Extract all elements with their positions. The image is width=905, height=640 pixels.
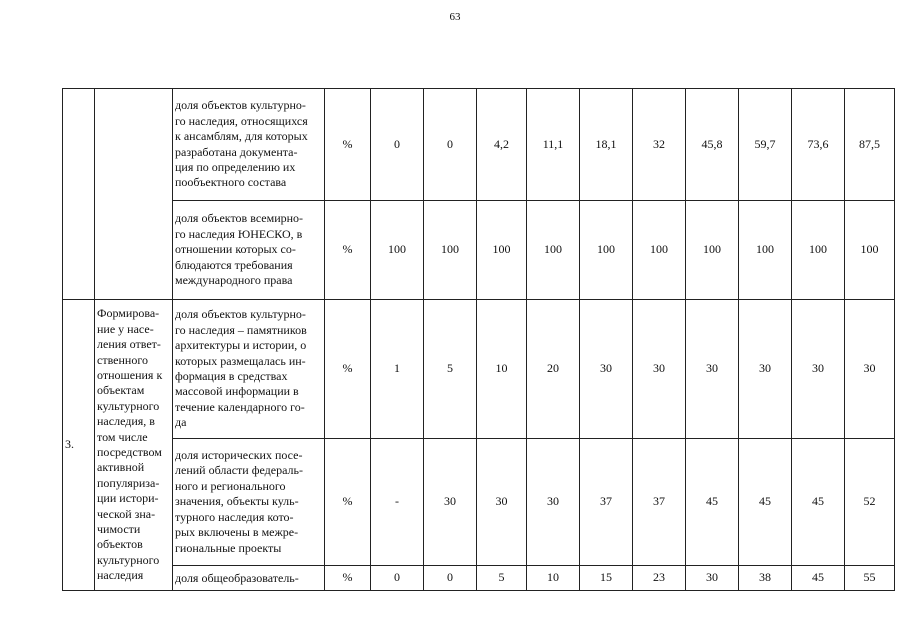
value-cell: 73,6: [792, 89, 845, 201]
value-cell: 37: [633, 439, 686, 566]
value-cell: 100: [686, 201, 739, 300]
value-cell: 100: [739, 201, 792, 300]
indicator-cell: доля объектов культурно- го наследия, относящихся к ансамблям, для которых разработана документа- ция по определению их пообъектного состава: [173, 89, 325, 201]
value-cell: 38: [739, 566, 792, 591]
value-cell: 100: [527, 201, 580, 300]
unit-cell: %: [325, 566, 371, 591]
value-cell: 45: [792, 566, 845, 591]
table-row: [63, 566, 895, 591]
value-cell: 30: [580, 300, 633, 439]
indicators-table: [62, 88, 895, 591]
value-cell: 100: [845, 201, 895, 300]
value-cell: 100: [580, 201, 633, 300]
value-cell: 15: [580, 566, 633, 591]
value-cell: 55: [845, 566, 895, 591]
value-cell: 52: [845, 439, 895, 566]
value-cell: 0: [424, 89, 477, 201]
value-cell: 87,5: [845, 89, 895, 201]
value-cell: 20: [527, 300, 580, 439]
value-cell: 100: [792, 201, 845, 300]
table-row: [63, 300, 895, 439]
unit-cell: %: [325, 300, 371, 439]
table-row: [63, 439, 895, 566]
value-cell: 18,1: [580, 89, 633, 201]
value-cell: 4,2: [477, 89, 527, 201]
value-cell: 30: [845, 300, 895, 439]
goal-cell: [95, 89, 173, 300]
value-cell: 32: [633, 89, 686, 201]
value-cell: 30: [477, 439, 527, 566]
value-cell: 30: [424, 439, 477, 566]
value-cell: 45,8: [686, 89, 739, 201]
value-cell: 100: [477, 201, 527, 300]
value-cell: 10: [477, 300, 527, 439]
value-cell: 30: [686, 300, 739, 439]
indicator-cell: доля общеобразователь-: [173, 566, 325, 591]
table-row: [63, 201, 895, 300]
table-body: [63, 89, 895, 591]
row-number-cell: [63, 89, 95, 300]
indicator-cell: доля исторических посе- лений области федераль- ного и регионального значения, объекты куль- турного наследия кото- рых включены в межре- гиональные проекты: [173, 439, 325, 566]
value-cell: 100: [424, 201, 477, 300]
value-cell: 30: [739, 300, 792, 439]
value-cell: 23: [633, 566, 686, 591]
value-cell: 45: [739, 439, 792, 566]
value-cell: 100: [633, 201, 686, 300]
value-cell: 0: [371, 566, 424, 591]
value-cell: 0: [371, 89, 424, 201]
value-cell: 11,1: [527, 89, 580, 201]
value-cell: -: [371, 439, 424, 566]
value-cell: 45: [792, 439, 845, 566]
value-cell: 1: [371, 300, 424, 439]
value-cell: 30: [686, 566, 739, 591]
value-cell: 0: [424, 566, 477, 591]
value-cell: 30: [527, 439, 580, 566]
goal-cell: Формирова- ние у насе- ления ответ- ственного отношения к объектам культурного наследия, в том числе посредством активной популяриза- ции истори- ческой зна- чимости объектов культурного наследия: [95, 300, 173, 591]
indicator-cell: доля объектов всемирно- го наследия ЮНЕСКО, в отношении которых со- блюдаются требования международного права: [173, 201, 325, 300]
unit-cell: %: [325, 439, 371, 566]
value-cell: 10: [527, 566, 580, 591]
value-cell: 30: [633, 300, 686, 439]
value-cell: 59,7: [739, 89, 792, 201]
page-number: 63: [449, 11, 461, 23]
value-cell: 37: [580, 439, 633, 566]
row-number-cell: 3.: [63, 300, 95, 591]
value-cell: 100: [371, 201, 424, 300]
unit-cell: %: [325, 201, 371, 300]
value-cell: 45: [686, 439, 739, 566]
table-row: [63, 89, 895, 201]
value-cell: 5: [477, 566, 527, 591]
unit-cell: %: [325, 89, 371, 201]
value-cell: 5: [424, 300, 477, 439]
indicator-cell: доля объектов культурно- го наследия – памятников архитектуры и истории, о которых размещалась ин- формация в средствах массовой информации в течение календарного го- да: [173, 300, 325, 439]
value-cell: 30: [792, 300, 845, 439]
